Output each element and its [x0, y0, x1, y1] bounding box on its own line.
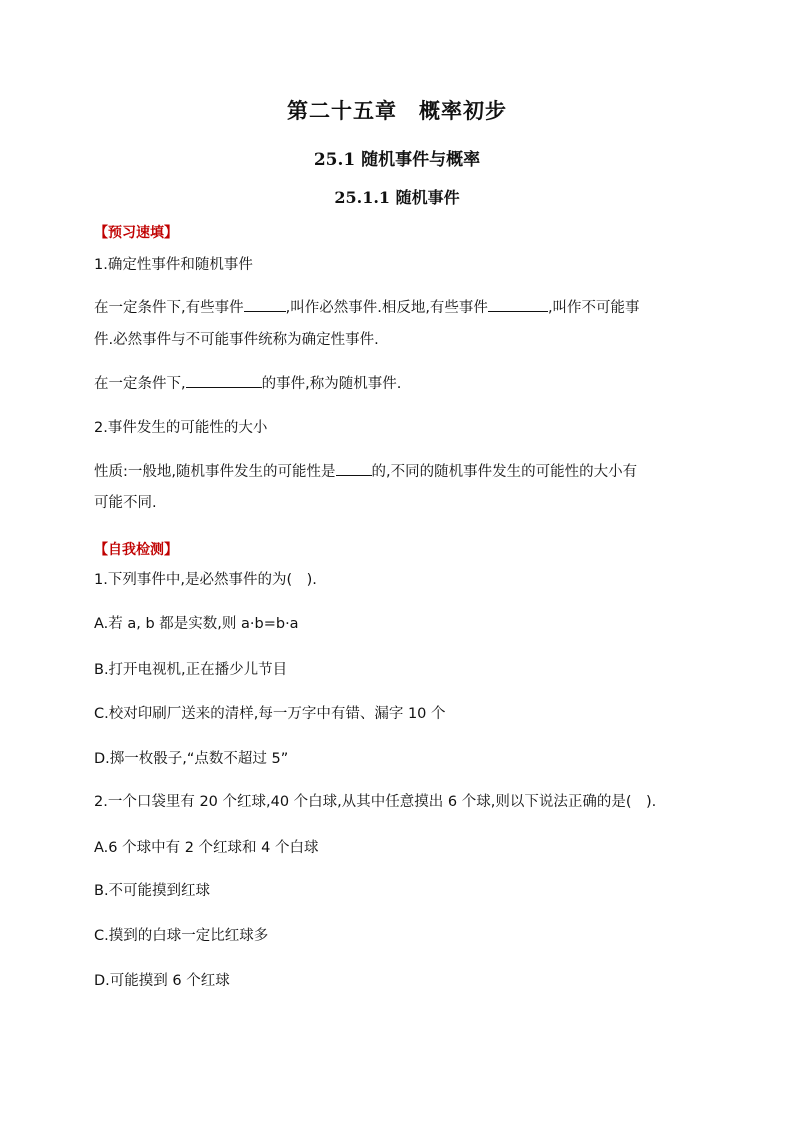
p1-text-c: ,叫作不可能事 — [547, 300, 640, 316]
question-1-option-d: D.掷一枚骰子,“点数不超过 5” — [94, 751, 289, 767]
question-1-stem: 1.下列事件中,是必然事件的为( ). — [94, 572, 317, 588]
preview-item2-title: 2.事件发生的可能性的大小 — [94, 420, 268, 436]
chapter-title: 第二十五章 概率初步 — [287, 98, 507, 123]
p2-text-a: 在一定条件下, — [94, 376, 186, 392]
question-2-option-d: D.可能摸到 6 个红球 — [94, 973, 230, 989]
preview-paragraph-2 — [94, 372, 704, 395]
p3-text-a: 性质:一般地,随机事件发生的可能性是 — [94, 464, 336, 480]
question-2-option-a: A.6 个球中有 2 个红球和 4 个白球 — [94, 840, 319, 856]
question-1-option-b: B.打开电视机,正在播少儿节目 — [94, 662, 288, 678]
question-2-stem: 2.一个口袋里有 20 个红球,40 个白球,从其中任意摸出 6 个球,则以下说法正确的是( ). — [94, 794, 657, 810]
question-1-option-a: A.若 a, b 都是实数,则 a·b=b·a — [94, 616, 299, 632]
preview-item1-title: 1.确定性事件和随机事件 — [94, 257, 253, 273]
p1-text-b: ,叫作必然事件.相反地,有些事件 — [285, 300, 488, 316]
preview-paragraph-1 — [94, 296, 704, 319]
preview-paragraph-3 — [94, 460, 704, 483]
p2-text-b: 的事件,称为随机事件. — [261, 376, 402, 392]
fill-blank-2 — [488, 296, 548, 312]
preview-section-label: 【预习速填】 — [94, 225, 178, 241]
fill-blank-1 — [244, 296, 286, 312]
question-2-option-b: B.不可能摸到红球 — [94, 883, 211, 899]
question-2-option-c: C.摸到的白球一定比红球多 — [94, 928, 269, 944]
fill-blank-3 — [186, 372, 262, 388]
section-title: 25.1 随机事件与概率 — [313, 150, 481, 170]
fill-blank-4 — [336, 460, 372, 476]
subsection-title: 25.1.1 随机事件 — [334, 188, 460, 207]
p1-text-a: 在一定条件下,有些事件 — [94, 300, 244, 316]
question-1-option-c: C.校对印刷厂送来的清样,每一万字中有错、漏字 10 个 — [94, 706, 446, 722]
preview-paragraph-3-cont: 可能不同. — [94, 495, 157, 511]
preview-paragraph-1-cont: 件.必然事件与不可能事件统称为确定性事件. — [94, 332, 379, 348]
p3-text-b: 的,不同的随机事件发生的可能性的大小有 — [371, 464, 638, 480]
selfcheck-section-label: 【自我检测】 — [94, 542, 178, 558]
